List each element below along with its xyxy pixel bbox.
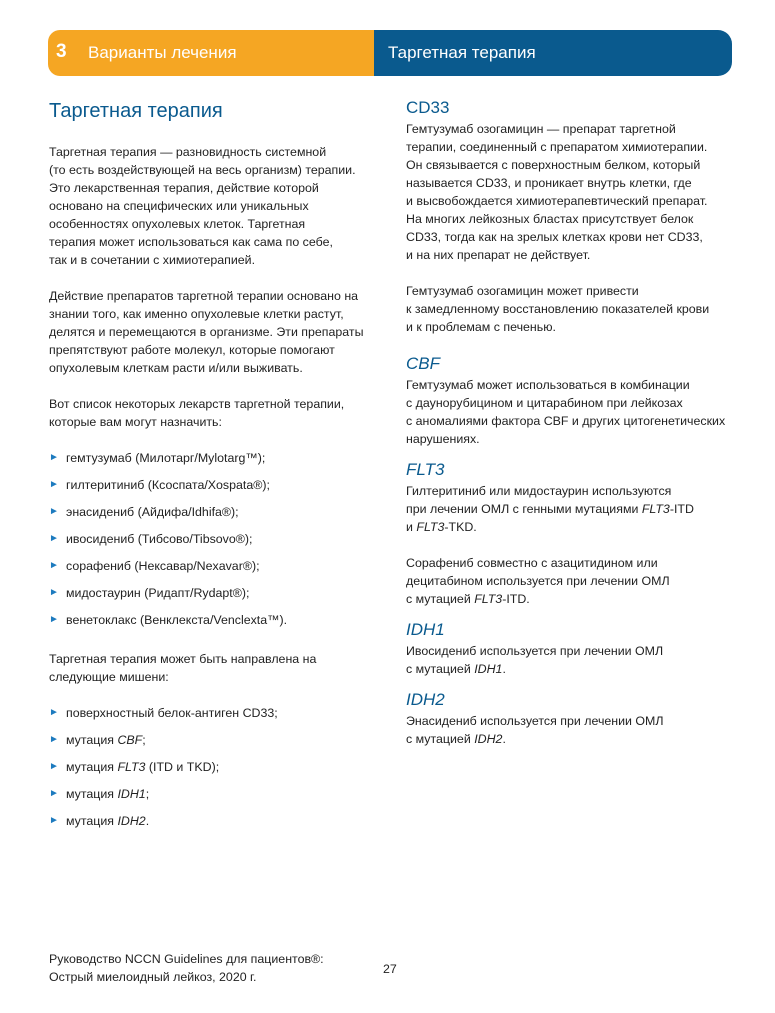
list-item: ► мутация IDH1; bbox=[49, 787, 150, 801]
heading-cd33: CD33 bbox=[406, 98, 450, 117]
bullet-arrow-icon: ► bbox=[49, 761, 59, 772]
bullet-arrow-icon: ► bbox=[49, 479, 59, 490]
right-column bbox=[406, 98, 741, 748]
bullet-arrow-icon: ► bbox=[49, 506, 59, 517]
bullet-arrow-icon: ► bbox=[49, 560, 59, 571]
idh1-paragraph: Ивосидениб используется при лечении ОМЛ с мутацией IDH1. bbox=[406, 644, 664, 676]
bullet-arrow-icon: ► bbox=[49, 815, 59, 826]
flt3-paragraph: Гилтеритиниб или мидостаурин используются при лечении ОМЛ с генными мутациями FLT3-ITD и FLT3-TKD. bbox=[406, 484, 694, 534]
footer-citation bbox=[49, 950, 324, 986]
list-item: ► ивосидениб (Тибсово/Tibsovo®); bbox=[49, 532, 253, 546]
intro-paragraph: Таргетная терапия — разновидность системной (то есть воздействующей на весь организм) терапии. Это лекарственная терапия, действие которой основано на специфических или уникальных особенностях опухолевых клеток. Таргетная терапия может использоваться как сама по себе, так и в сочетании с химиотерапией. bbox=[49, 145, 356, 267]
topic-title: Таргетная терапия bbox=[388, 43, 536, 62]
list-item: ► мидостаурин (Ридапт/Rydapt®); bbox=[49, 586, 250, 600]
footer-line: Острый миелоидный лейкоз, 2020 г. bbox=[49, 970, 257, 984]
bullet-arrow-icon: ► bbox=[49, 452, 59, 463]
list-item: ► энасидениб (Айдифа/Idhifa®); bbox=[49, 505, 239, 519]
list-item: ► венетоклакс (Венклекста/Venclexta™). bbox=[49, 613, 288, 627]
footer-line: Руководство NCCN Guidelines для пациентов®: bbox=[49, 952, 324, 966]
bullet-arrow-icon: ► bbox=[49, 734, 59, 745]
heading-flt3: FLT3 bbox=[406, 460, 445, 479]
heading-cbf: CBF bbox=[406, 354, 440, 373]
heading-idh1: IDH1 bbox=[406, 620, 445, 639]
list-item: ► мутация IDH2. bbox=[49, 814, 150, 828]
page-title: Таргетная терапия bbox=[49, 100, 223, 122]
targets-intro: Таргетная терапия может быть направлена на следующие мишени: bbox=[49, 652, 317, 684]
bullet-arrow-icon: ► bbox=[49, 614, 59, 625]
list-item: ► мутация CBF; bbox=[49, 733, 146, 747]
page-number: 27 bbox=[383, 962, 397, 976]
list-item: ► поверхностный белок-антиген CD33; bbox=[49, 706, 278, 720]
bullet-arrow-icon: ► bbox=[49, 533, 59, 544]
section-tab bbox=[48, 30, 374, 76]
left-column bbox=[49, 98, 374, 839]
list-item: ► гемтузумаб (Милотарг/Mylotarg™); bbox=[49, 451, 266, 465]
drug-list bbox=[49, 449, 374, 629]
flt3-sorafenib-paragraph: Сорафениб совместно с азацитидином или децитабином используется при лечении ОМЛ с мутацией FLT3-ITD. bbox=[406, 556, 670, 606]
list-item: ► гилтеритиниб (Ксоспата/Xospata®); bbox=[49, 478, 270, 492]
targets-list bbox=[49, 704, 374, 830]
cbf-paragraph: Гемтузумаб может использоваться в комбинации с даунорубицином и цитарабином при лейкозах с аномалиями фактора CBF и других цитогенетических нарушениях. bbox=[406, 378, 726, 446]
heading-idh2: IDH2 bbox=[406, 690, 445, 709]
idh2-paragraph: Энасидениб используется при лечении ОМЛ с мутацией IDH2. bbox=[406, 714, 664, 746]
chapter-number: 3 bbox=[56, 41, 67, 62]
drug-list-intro: Вот список некоторых лекарств таргетной терапии, которые вам могут назначить: bbox=[49, 397, 345, 429]
bullet-arrow-icon: ► bbox=[49, 788, 59, 799]
list-item: ► мутация FLT3 (ITD и TKD); bbox=[49, 760, 220, 774]
list-item: ► сорафениб (Нексавар/Nexavar®); bbox=[49, 559, 260, 573]
chapter-header bbox=[48, 30, 732, 76]
mechanism-paragraph: Действие препаратов таргетной терапии основано на знании того, как именно опухолевые клетки растут, делятся и перемещаются в организме. Эти препараты препятствуют работе молекул, которые помогают опухолевым клеткам расти и/или выживать. bbox=[49, 289, 364, 375]
cd33-side-effects: Гемтузумаб озогамицин может привести к замедленному восстановлению показателей крови и к проблемам с печенью. bbox=[406, 284, 710, 334]
cd33-paragraph: Гемтузумаб озогамицин — препарат таргетной терапии, соединенный с препаратом химиотерапии. Он связывается с поверхностным белком, который называется CD33, и проникает внутрь клетки, где и высвобождается химиотерапевтический препарат. На многих лейкозных бластах присутствует белок CD33, тогда как на зрелых клетках крови нет CD33, и на них препарат не действует. bbox=[406, 122, 708, 262]
topic-tab bbox=[374, 30, 732, 76]
bullet-arrow-icon: ► bbox=[49, 587, 59, 598]
bullet-arrow-icon: ► bbox=[49, 707, 59, 718]
section-title: Варианты лечения bbox=[88, 43, 237, 62]
